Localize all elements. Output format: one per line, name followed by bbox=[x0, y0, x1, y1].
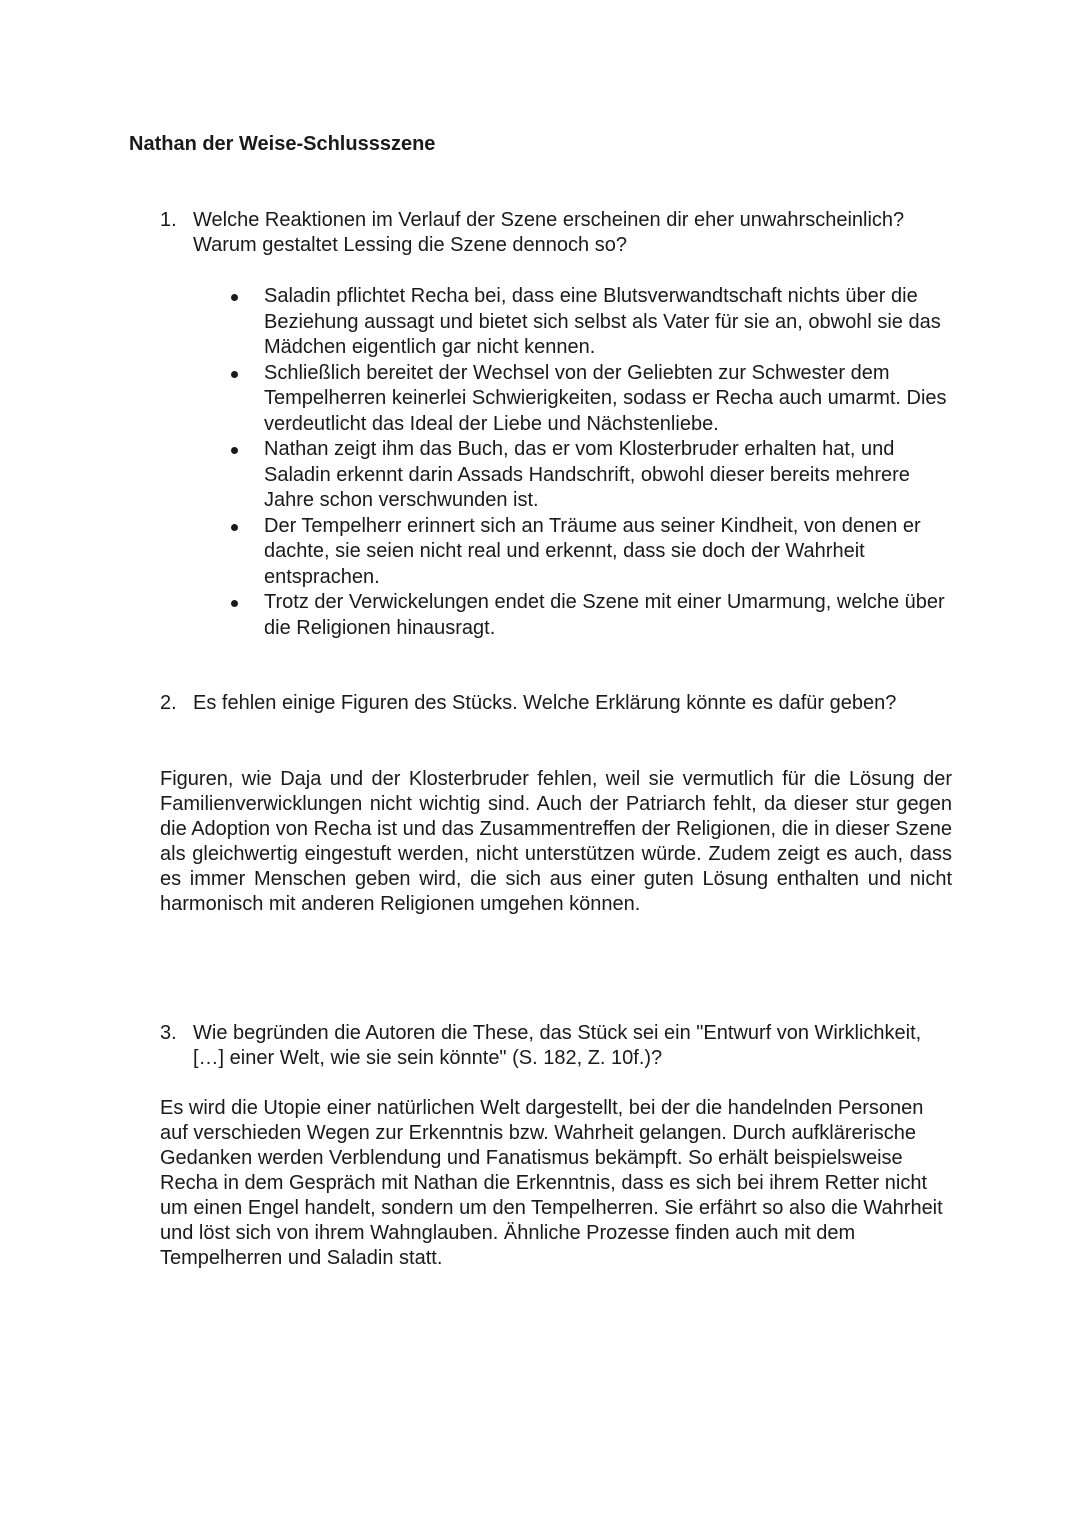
list-item bbox=[229, 284, 959, 361]
question-3-text: Wie begründen die Autoren die These, das Stück sei ein "Entwurf von Wirklichkeit, […] einer Welt, wie sie sein könnte" (S. 182, Z. 10f.)? bbox=[193, 1022, 922, 1069]
answer-3: Es wird die Utopie einer natürlichen Welt dargestellt, bei der die handelnden Personen auf verschieden Wegen zur Erkenntnis bzw. Wahrheit gelangen. Durch aufklärerische Gedanken werden Verblendung und Fanatismus bekämpft. So erhält beispielsweise Recha in dem Gespräch mit Nathan die Erkenntnis, dass es sich bei ihrem Retter nicht um einen Engel handelt, sondern um den Tempelherren. Sie erfährt so also die Wahrheit und löst sich von ihrem Wahnglauben. Ähnliche Prozesse finden auch mit dem Tempelherren und Saladin statt. bbox=[160, 1097, 943, 1269]
bullet-icon bbox=[231, 447, 238, 454]
bullet-text: Saladin pflichtet Recha bei, dass eine Blutsverwandtschaft nichts über die Beziehung aussagt und bietet sich selbst als Vater für sie an, obwohl sie das Mädchen eigentlich gar nicht kennen. bbox=[264, 285, 941, 358]
question-2-text: Es fehlen einige Figuren des Stücks. Welche Erklärung könnte es dafür geben? bbox=[193, 692, 897, 714]
question-1-text: Welche Reaktionen im Verlauf der Szene erscheinen dir eher unwahrscheinlich? Warum gestaltet Lessing die Szene dennoch so? bbox=[193, 209, 905, 256]
list-item bbox=[229, 437, 959, 514]
answer-2: Figuren, wie Daja und der Klosterbruder fehlen, weil sie vermutlich für die Lösung der Familienverwicklungen nicht wichtig sind. Auch der Patriarch fehlt, da dieser stur gegen die Adoption von Recha ist und das Zusammentreffen der Religionen, die in dieser Szene als gleichwertig eingestuft werden, nicht unterstützen würde. Zudem zeigt es auch, dass es immer Menschen geben wird, die sich aus einer guten Lösung enthalten und nicht harmonisch mit anderen Religionen umgehen können. bbox=[160, 768, 952, 915]
bullet-text: Schließlich bereitet der Wechsel von der Geliebten zur Schwester dem Tempelherren keinerlei Schwierigkeiten, sodass er Recha auch umarmt. Dies verdeutlicht das Ideal der Liebe und Nächstenliebe. bbox=[264, 361, 947, 435]
bullet-text: Nathan zeigt ihm das Buch, das er vom Klosterbruder erhalten hat, und Saladin erkennt darin Assads Handschrift, obwohl dieser bereits mehrere Jahre schon verschwunden ist. bbox=[264, 438, 910, 511]
bullet-icon bbox=[231, 294, 238, 301]
list-item bbox=[229, 514, 959, 591]
question-2 bbox=[160, 691, 950, 716]
bullet-icon bbox=[231, 524, 238, 531]
list-item bbox=[229, 590, 959, 641]
bullet-icon bbox=[231, 371, 238, 378]
question-1-number: 1. bbox=[160, 209, 177, 231]
question-3 bbox=[160, 1021, 950, 1071]
bullet-text: Der Tempelherr erinnert sich an Träume aus seiner Kindheit, von denen er dachte, sie seien nicht real und erkennt, dass sie doch der Wahrheit entsprachen. bbox=[264, 514, 921, 588]
question-1 bbox=[160, 208, 950, 258]
bullet-icon bbox=[231, 600, 238, 607]
list-item bbox=[229, 361, 959, 438]
question-1-bullet-list bbox=[229, 284, 959, 641]
bullet-text: Trotz der Verwickelungen endet die Szene mit einer Umarmung, welche über die Religionen hinausragt. bbox=[264, 591, 945, 639]
question-2-number: 2. bbox=[160, 692, 177, 714]
document-title: Nathan der Weise-Schlussszene bbox=[129, 133, 436, 155]
question-3-number: 3. bbox=[160, 1022, 177, 1044]
